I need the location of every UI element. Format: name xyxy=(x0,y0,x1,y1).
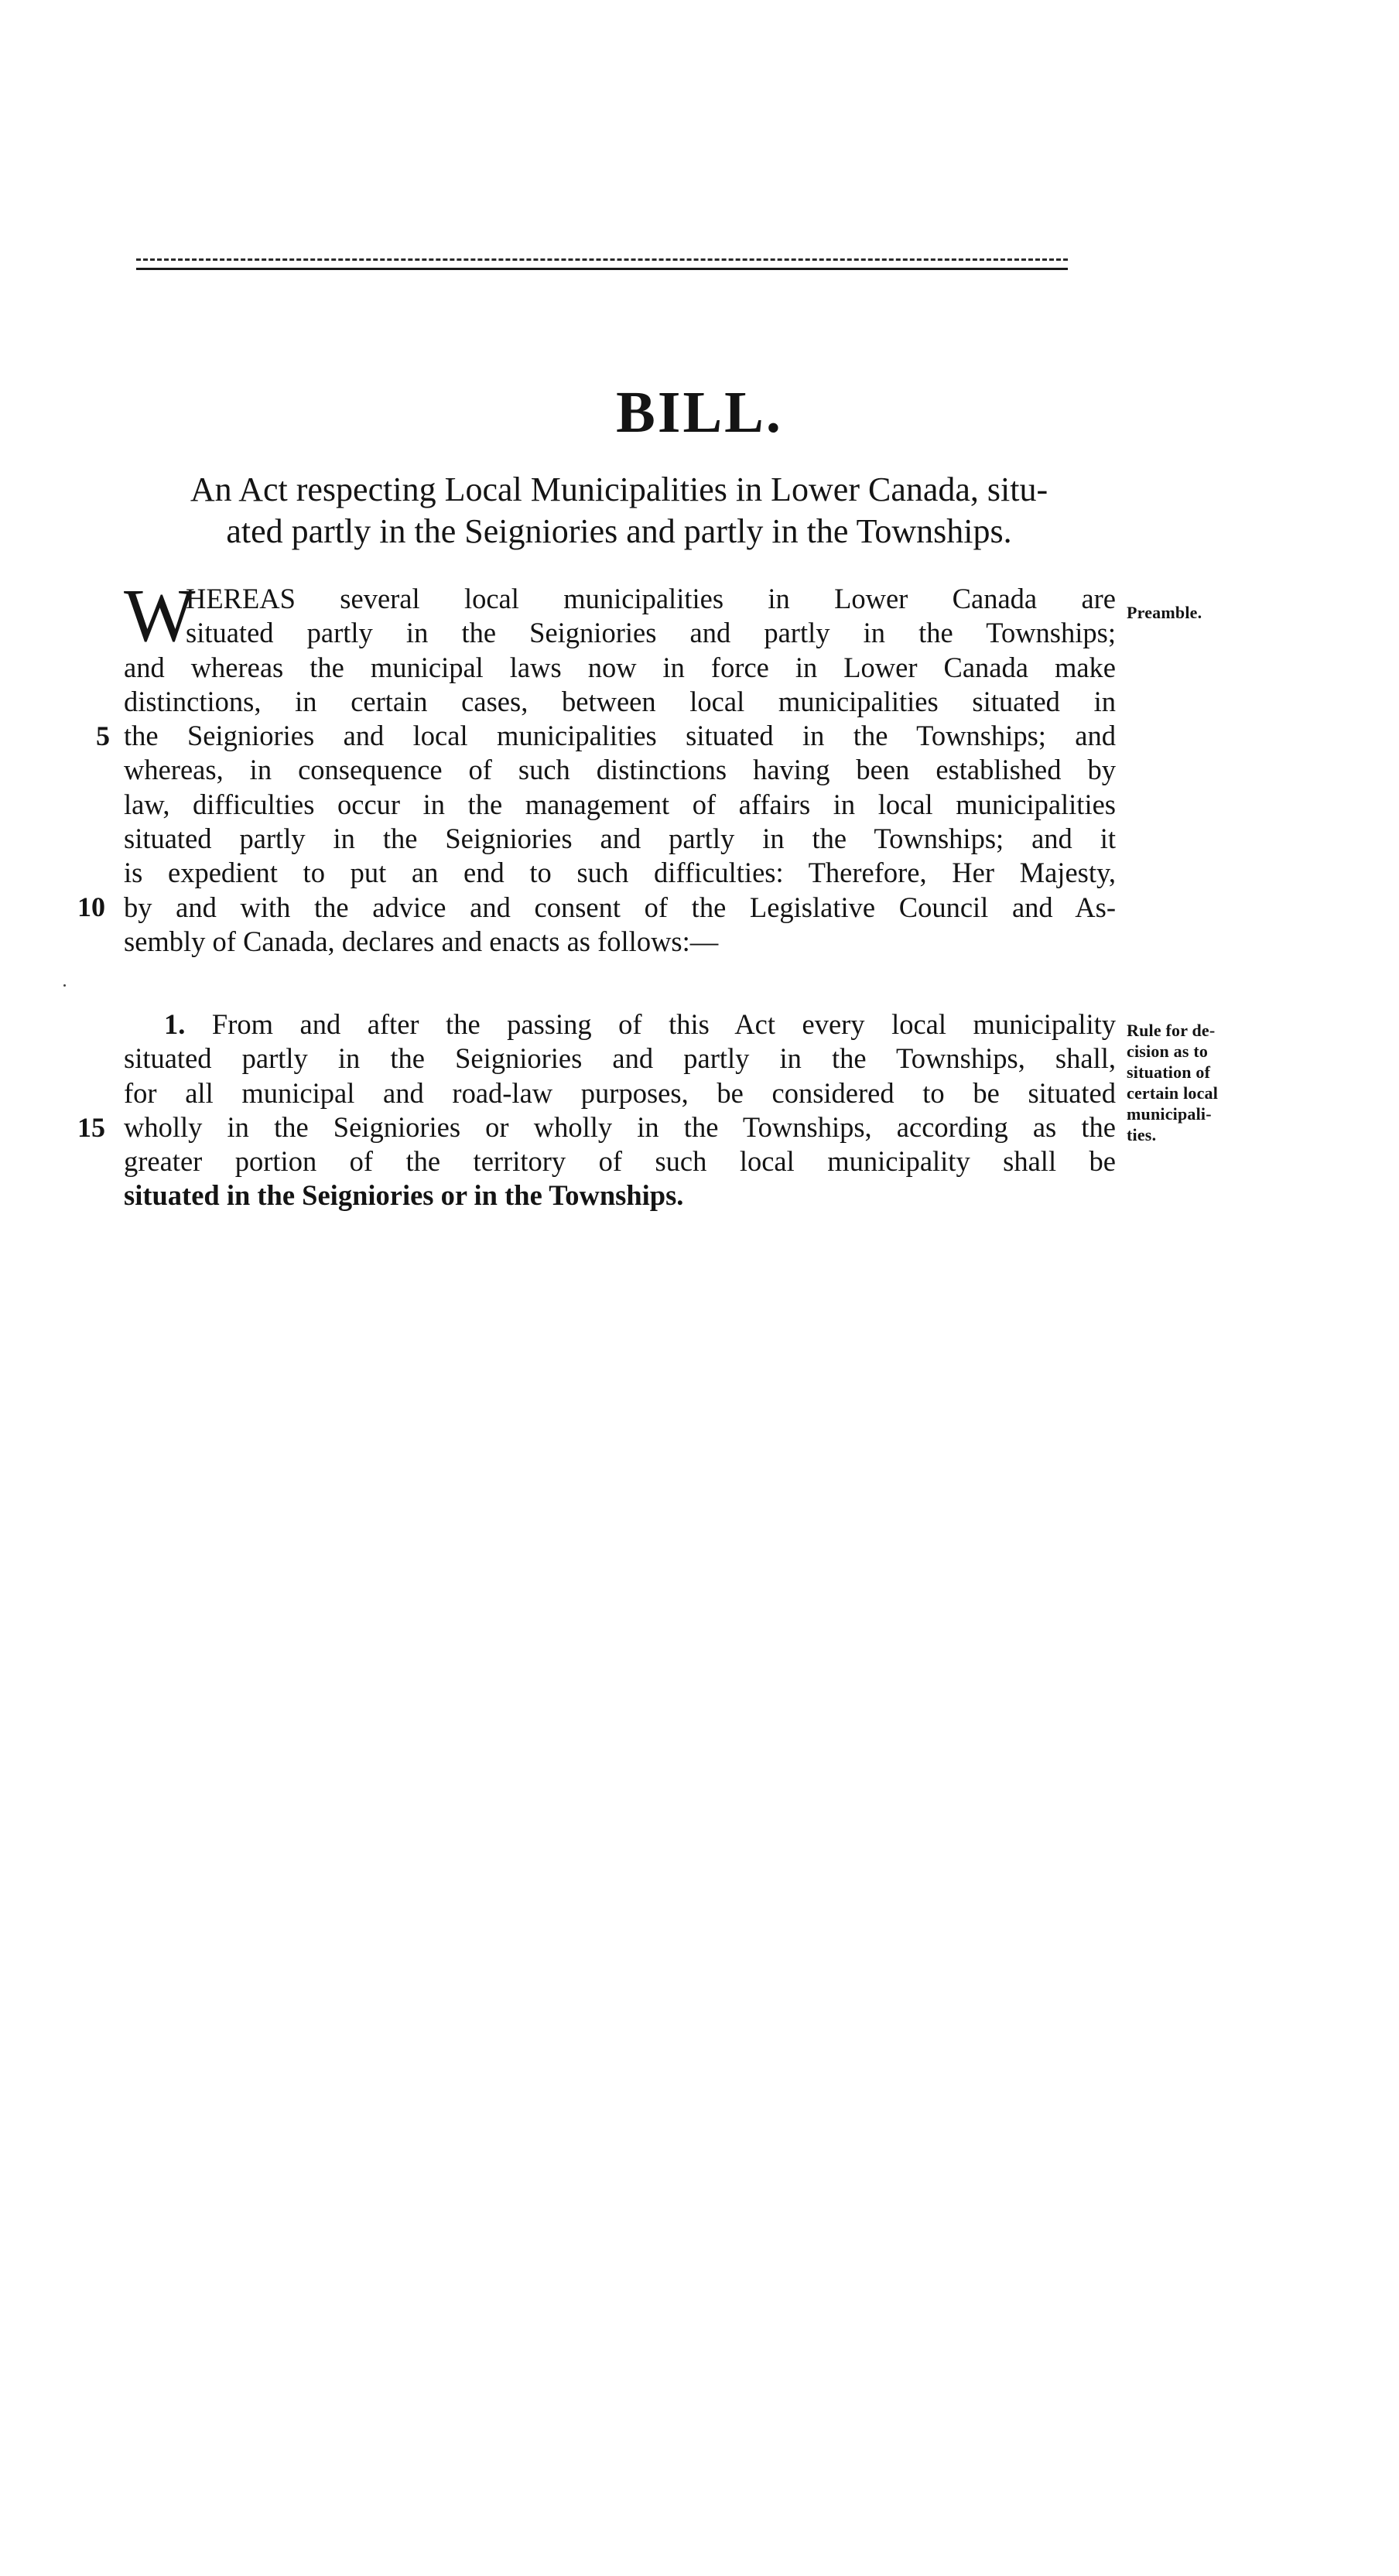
section-number: 1. xyxy=(164,1008,186,1040)
preamble-line-3: and whereas the municipal laws now in force in Lower Canada make xyxy=(124,651,1116,683)
section-1-line-4: wholly in the Seigniories or wholly in the Townships, according as the xyxy=(124,1110,1116,1143)
marginal-note-preamble: Preamble. xyxy=(1127,603,1202,622)
preamble-line-1-text: HEREAS several local municipalities in Lower Canada are xyxy=(186,583,1116,614)
preamble-line-2: situated partly in the Seigniories and partly in the Townships; xyxy=(186,617,1116,649)
preamble-line-9: is expedient to put an end to such difficulties: Therefore, Her Majesty, xyxy=(124,857,1116,889)
marginal-note-line-6: ties. xyxy=(1127,1125,1157,1144)
marginal-note-line-2: cision as to xyxy=(1127,1042,1209,1061)
preamble-line-5: the Seigniories and local municipalities situated in the Townships; and xyxy=(124,720,1116,752)
section-1-line-6: situated in the Seigniories or in the Townships. xyxy=(124,1179,684,1212)
act-title xyxy=(116,469,1122,552)
preamble xyxy=(124,574,1116,959)
section-1-line-3: for all municipal and road-law purposes, be considered to be situated xyxy=(124,1076,1116,1109)
preamble-line-11: sembly of Canada, declares and enacts as follows:— xyxy=(124,925,719,957)
preamble-line-7: law, difficulties occur in the management of affairs in local municipalities xyxy=(124,788,1116,820)
scan-speck xyxy=(63,984,66,987)
section-1-line-5: greater portion of the territory of such local municipality shall be xyxy=(124,1145,1116,1178)
preamble-line-6: whereas, in consequence of such distinctions having been established by xyxy=(124,754,1116,786)
marginal-note-line-5: municipali- xyxy=(1127,1104,1212,1124)
bill-heading: BILL. xyxy=(616,380,783,445)
line-number-10: 10 xyxy=(77,891,105,922)
top-rule-solid xyxy=(136,268,1068,270)
act-title-line-2: ated partly in the Seigniories and partly in the Townships. xyxy=(226,512,1012,550)
drop-cap: W xyxy=(124,574,196,658)
marginal-note-line-1: Rule for de- xyxy=(1127,1021,1216,1040)
top-rule-dashed xyxy=(136,258,1068,261)
preamble-line-10: by and with the advice and consent of the Legislative Council and As- xyxy=(124,891,1116,923)
section-1-line-1 xyxy=(124,1007,1116,1042)
preamble-line-8: situated partly in the Seigniories and partly in the Townships; and it xyxy=(124,823,1116,855)
marginal-note-line-4: certain local xyxy=(1127,1083,1219,1103)
line-number-5: 5 xyxy=(96,720,110,751)
act-title-line-1: An Act respecting Local Municipalities in Lower Canada, situ- xyxy=(190,470,1048,508)
marginal-note-section-1 xyxy=(1127,1020,1281,1145)
line-number-15: 15 xyxy=(77,1112,105,1143)
section-1-line-2: situated partly in the Seigniories and partly in the Townships, shall, xyxy=(124,1042,1116,1075)
preamble-line-4: distinctions, in certain cases, between local municipalities situated in xyxy=(124,685,1116,717)
section-1 xyxy=(124,1007,1116,1213)
marginal-note-line-3: situation of xyxy=(1127,1062,1211,1082)
section-1-line-1-text: From and after the passing of this Act every local municipality xyxy=(211,1008,1116,1040)
